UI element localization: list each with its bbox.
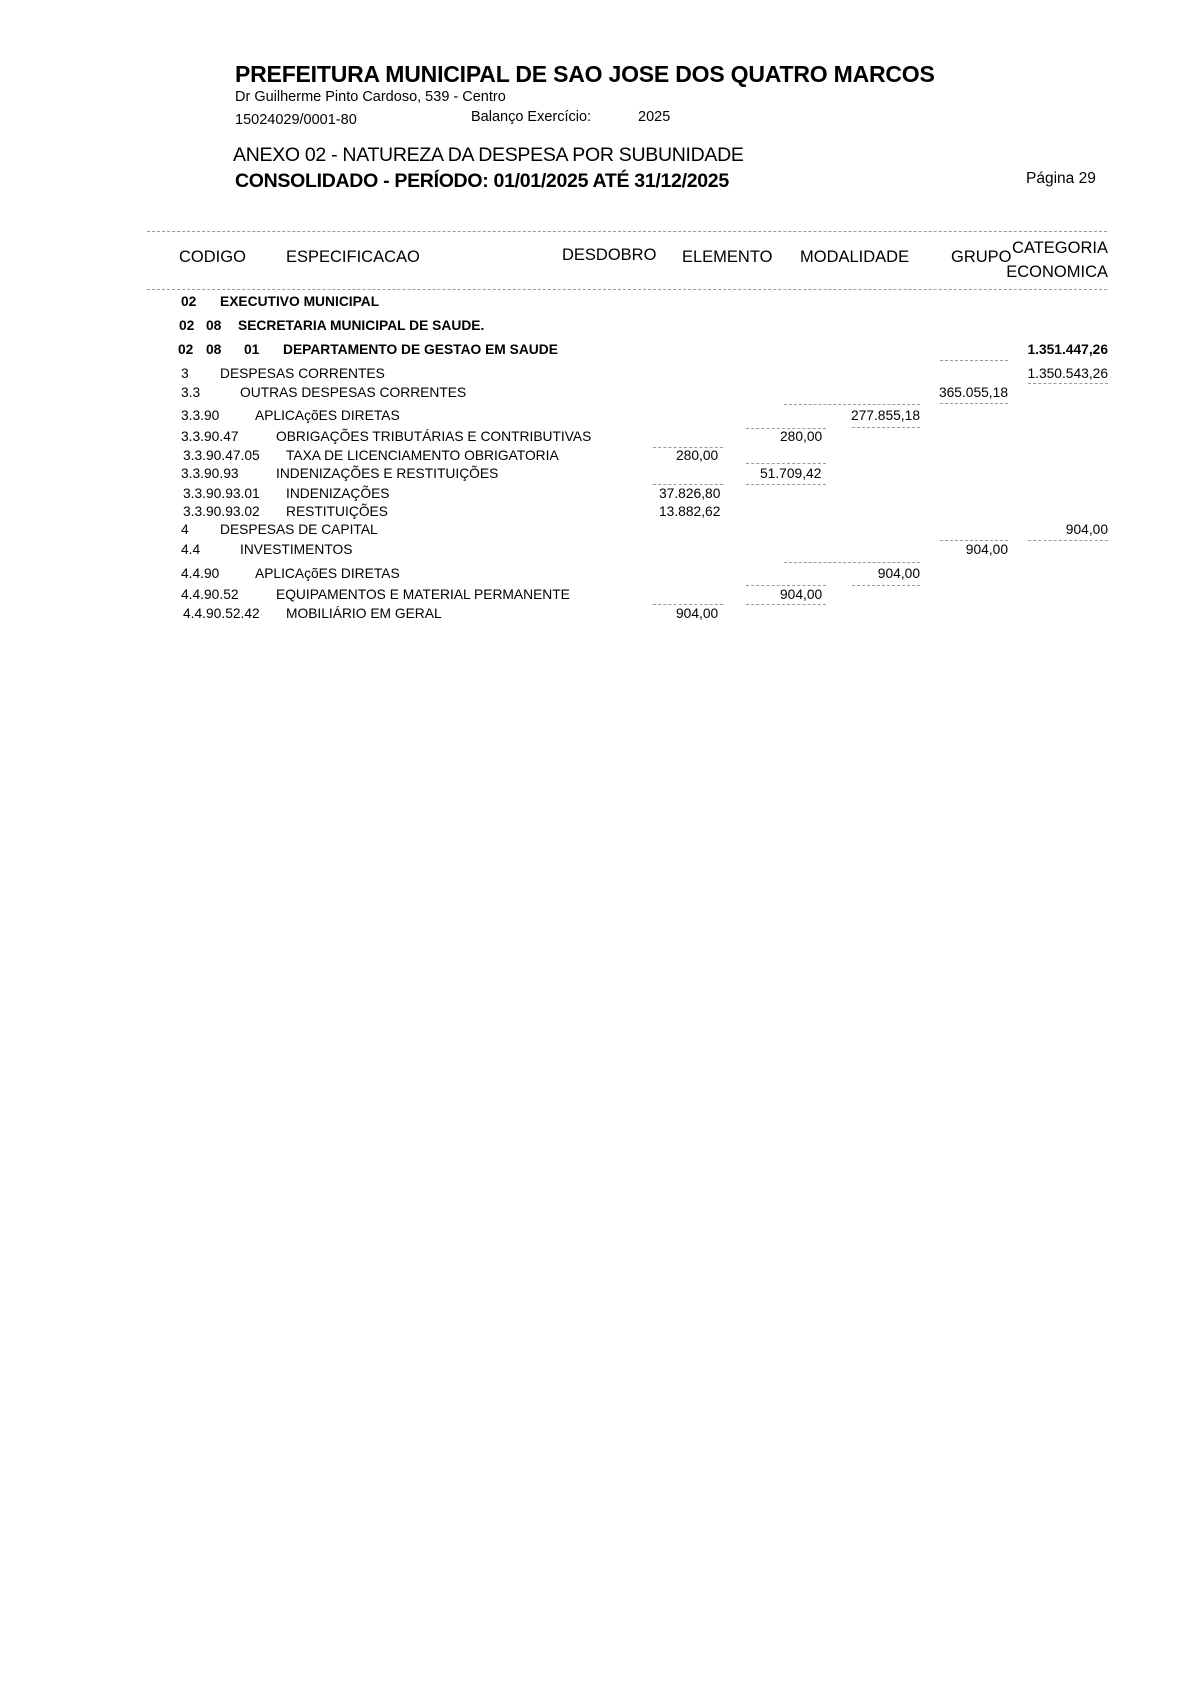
row-grupo-value: 365.055,18: [938, 385, 1008, 400]
value-rule: [653, 484, 723, 485]
col-grupo: GRUPO: [951, 248, 1012, 266]
orgao-name: EXECUTIVO MUNICIPAL: [220, 294, 380, 309]
row-categoria-value: 1.350.543,26: [1027, 366, 1108, 381]
row-description: OUTRAS DESPESAS CORRENTES: [240, 385, 467, 400]
row-code: 4.4: [181, 542, 201, 557]
page-number: Página 29: [1026, 170, 1096, 187]
value-rule: [653, 604, 723, 605]
row-code: 4.4.90.52: [181, 587, 239, 602]
value-rule: [940, 360, 1008, 361]
row-code: 3: [181, 366, 189, 381]
subunidade-code-2: 08: [206, 342, 222, 357]
row-elemento-value: 280,00: [780, 429, 823, 444]
row-code: 3.3.90.93: [181, 466, 239, 481]
subunidade-code-1: 02: [178, 342, 194, 357]
row-desdobro-value: 13.882,62: [659, 504, 721, 519]
row-desdobro-value: 280,00: [676, 448, 719, 463]
row-code: 3.3.90.93.02: [183, 504, 260, 519]
value-rule: [746, 484, 826, 485]
col-categoria-line2: ECONOMICA: [1006, 263, 1108, 281]
subunidade-code-3: 01: [244, 342, 260, 357]
row-description: INDENIZAÇÕES E RESTITUIÇÕES: [276, 466, 499, 481]
value-rule: [940, 540, 1008, 541]
row-desdobro-value: 904,00: [676, 606, 719, 621]
value-rule: [746, 585, 826, 586]
row-modalidade-value: 277.855,18: [850, 408, 920, 423]
row-desdobro-value: 37.826,80: [659, 486, 721, 501]
row-code: 3.3.90.93.01: [183, 486, 260, 501]
header-bottom-rule: [147, 289, 1107, 290]
orgao-code: 02: [181, 294, 197, 309]
row-description: APLICAçõES DIRETAS: [255, 408, 400, 423]
row-description: APLICAçõES DIRETAS: [255, 566, 400, 581]
col-especificacao: ESPECIFICACAO: [286, 248, 420, 266]
unidade-code-2: 08: [206, 318, 222, 333]
row-code: 4.4.90: [181, 566, 220, 581]
subunidade-total: 1.351.447,26: [1027, 342, 1108, 357]
col-desdobro: DESDOBRO: [562, 246, 657, 264]
value-rule: [852, 427, 920, 428]
value-rule: [746, 463, 826, 464]
row-description: TAXA DE LICENCIAMENTO OBRIGATORIA: [286, 448, 559, 463]
document-title: PREFEITURA MUNICIPAL DE SAO JOSE DOS QUATRO MARCOS: [235, 61, 935, 87]
row-elemento-value: 904,00: [780, 587, 823, 602]
period-title: CONSOLIDADO - PERÍODO: 01/01/2025 ATÉ 31/12/2025: [235, 170, 729, 192]
address-line: Dr Guilherme Pinto Cardoso, 539 - Centro: [235, 89, 506, 105]
row-code: 3.3.90.47.05: [183, 448, 260, 463]
row-categoria-value: 904,00: [1065, 522, 1108, 537]
annex-title: ANEXO 02 - NATUREZA DA DESPESA POR SUBUNIDADE: [233, 144, 744, 166]
value-rule: [784, 404, 920, 405]
row-description: MOBILIÁRIO EM GERAL: [286, 606, 442, 621]
row-description: RESTITUIÇÕES: [286, 504, 388, 519]
balance-label: Balanço Exercício:: [471, 109, 592, 125]
value-rule: [940, 403, 1008, 404]
row-description: INDENIZAÇÕES: [286, 486, 390, 501]
balance-year: 2025: [638, 109, 671, 125]
row-code: 3.3.90.47: [181, 429, 239, 444]
value-rule: [1028, 383, 1108, 384]
unidade-code-1: 02: [179, 318, 195, 333]
col-elemento: ELEMENTO: [682, 248, 773, 266]
unidade-name: SECRETARIA MUNICIPAL DE SAUDE.: [238, 318, 485, 333]
header-top-rule: [147, 231, 1107, 232]
row-modalidade-value: 904,00: [877, 566, 920, 581]
row-code: 4.4.90.52.42: [183, 606, 260, 621]
col-codigo: CODIGO: [179, 248, 246, 266]
value-rule: [852, 585, 920, 586]
value-rule: [746, 604, 826, 605]
row-description: DESPESAS DE CAPITAL: [220, 522, 378, 537]
cnpj: 15024029/0001-80: [235, 112, 357, 128]
row-description: OBRIGAÇÕES TRIBUTÁRIAS E CONTRIBUTIVAS: [276, 429, 592, 444]
row-code: 3.3: [181, 385, 201, 400]
row-description: DESPESAS CORRENTES: [220, 366, 385, 381]
row-description: INVESTIMENTOS: [240, 542, 353, 557]
row-code: 3.3.90: [181, 408, 220, 423]
col-modalidade: MODALIDADE: [800, 248, 910, 266]
row-grupo-value: 904,00: [965, 542, 1008, 557]
row-elemento-value: 51.709,42: [760, 466, 822, 481]
row-description: EQUIPAMENTOS E MATERIAL PERMANENTE: [276, 587, 570, 602]
col-categoria-line1: CATEGORIA: [1012, 239, 1108, 257]
row-code: 4: [181, 522, 189, 537]
value-rule: [784, 562, 920, 563]
value-rule: [1028, 540, 1108, 541]
subunidade-name: DEPARTAMENTO DE GESTAO EM SAUDE: [283, 342, 558, 357]
